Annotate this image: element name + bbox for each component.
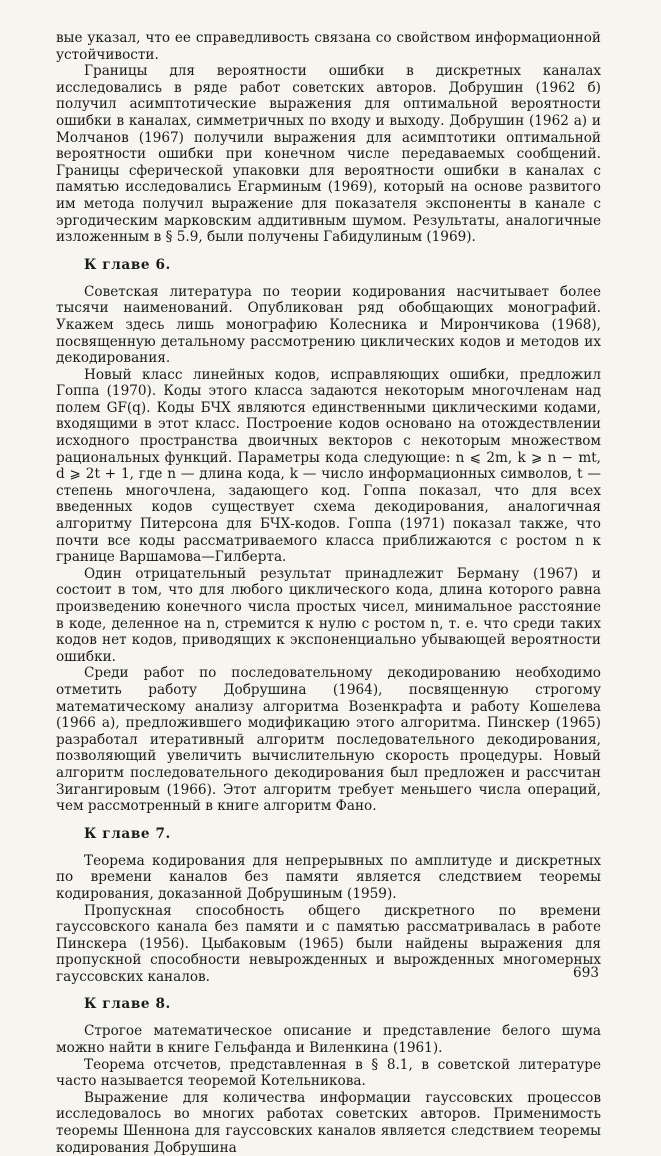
paragraph-ch8-sampling: Теорема отсчетов, представленная в § 8.1, в советской литературе часто называется теоремой Котельникова. <box>56 1056 601 1090</box>
paragraph-ch8-gaussian: Выражение для количества информации гауссовских процессов исследовалось во многих работах советских авторов. Применимость теоремы Шеннона для гауссовских каналов является следствием теоремы кодирования Добрушина <box>56 1089 601 1156</box>
heading-chapter-7: К главе 7. <box>84 825 171 842</box>
paragraph-ch7-theorem: Теорема кодирования для непрерывных по амплитуде и дискретных по времени каналов без памяти является следствием теоремы кодирования, доказанной Добрушиным (1959). <box>56 852 601 902</box>
paragraph-continuation: вые указал, что ее справедливость связана со свойством информационной устойчивости. <box>56 30 601 63</box>
paragraph-ch6-sequential: Среди работ по последовательному декодированию необходимо отметить работу Добрушина (1964), посвященную строгому математическому анализу алгоритма Возенкрафта и работу Кошелева (1966 а), предложившего модификацию этого алгоритма. Пинскер (1965) разработал итеративный алгоритм последовательного декодирования, позволяющий увеличить вычислительную скорость процедуры. Новый алгоритм последовательного декодирования был предложен и рассчитан Зигангировым (1966). Этот алгоритм требует меньшего числа операций, чем рассмотренный в книге алгоритм Фано. <box>56 665 601 815</box>
paragraph-ch6-goppa: Новый класс линейных кодов, исправляющих ошибки, предложил Гоппа (1970). Коды этого класса задаются некоторым многочленам над полем GF(q). Коды БЧХ являются единственными циклическими кодами, входящими в этот класс. Построение кодов основано на отождествлении исходного пространства двоичных векторов с некоторым множеством рациональных функций. Параметры кода следующие: n ⩽ 2m, k ⩾ n − mt, d ⩾ 2t + 1, где n — длина кода, k — число информационных символов, t — степень многочлена, задающего код. Гоппа показал, что для всех введенных кодов существует схема декодирования, аналогичная алгоритму Питерсона для БЧХ-кодов. Гоппа (1971) показал также, что почти все коды рассматриваемого класса приближаются с ростом n к границе Варшамова—Гилберта. <box>56 366 601 566</box>
paragraph-error-bounds: Границы для вероятности ошибки в дискретных каналах исследовались в ряде работ советских авторов. Добрушин (1962 б) получил асимптотические выражения для оптимальной вероятности ошибки в каналах, симметричных по входу и выходу. Добрушин (1962 а) и Молчанов (1967) получили выражения для асимптотики оптимальной вероятности ошибки при конечном числе передаваемых сообщений. Границы сферической упаковки для вероятности ошибки в каналах с памятью исследовались Егарминым (1969), который на основе развитого им метода получил выражение для показателя экспоненты в канале с эргодическим марковским аддитивным шумом. Результаты, аналогичные изложенным в § 5.9, были получены Габидулиным (1969). <box>56 63 601 246</box>
paragraph-ch6-literature: Советская литература по теории кодирования насчитывает более тысячи наименований. Опубликован ряд обобщающих монографий. Укажем здесь лишь монографию Колесника и Мирончикова (1968), посвященную детальному рассмотрению циклических кодов и методов их декодирования. <box>56 283 601 367</box>
page-number: 693 <box>573 965 599 981</box>
paragraph-ch8-white-noise: Строгое математическое описание и представление белого шума можно найти в книге Гельфанда и Виленкина (1961). <box>56 1023 601 1057</box>
paragraph-ch7-capacity: Пропускная способность общего дискретного по времени гауссовского канала без памяти и с памятью рассматривалась в работе Пинскера (1956). Цыбаковым (1965) были найдены выражения для пропускной способности невырожденных и вырожденных многомерных гауссовских каналов. <box>56 902 601 985</box>
paragraph-ch6-berman: Один отрицательный результат принадлежит Берману (1967) и состоит в том, что для любого циклического кода, длина которого равна произведению конечного числа простых чисел, минимальное расстояние в коде, деленное на n, стремится к нулю с ростом n, т. е. что среди таких кодов нет кодов, приводящих к экспоненциально убывающей вероятности ошибки. <box>56 565 601 665</box>
heading-chapter-6: К главе 6. <box>84 256 171 273</box>
heading-chapter-8: К главе 8. <box>84 996 171 1013</box>
